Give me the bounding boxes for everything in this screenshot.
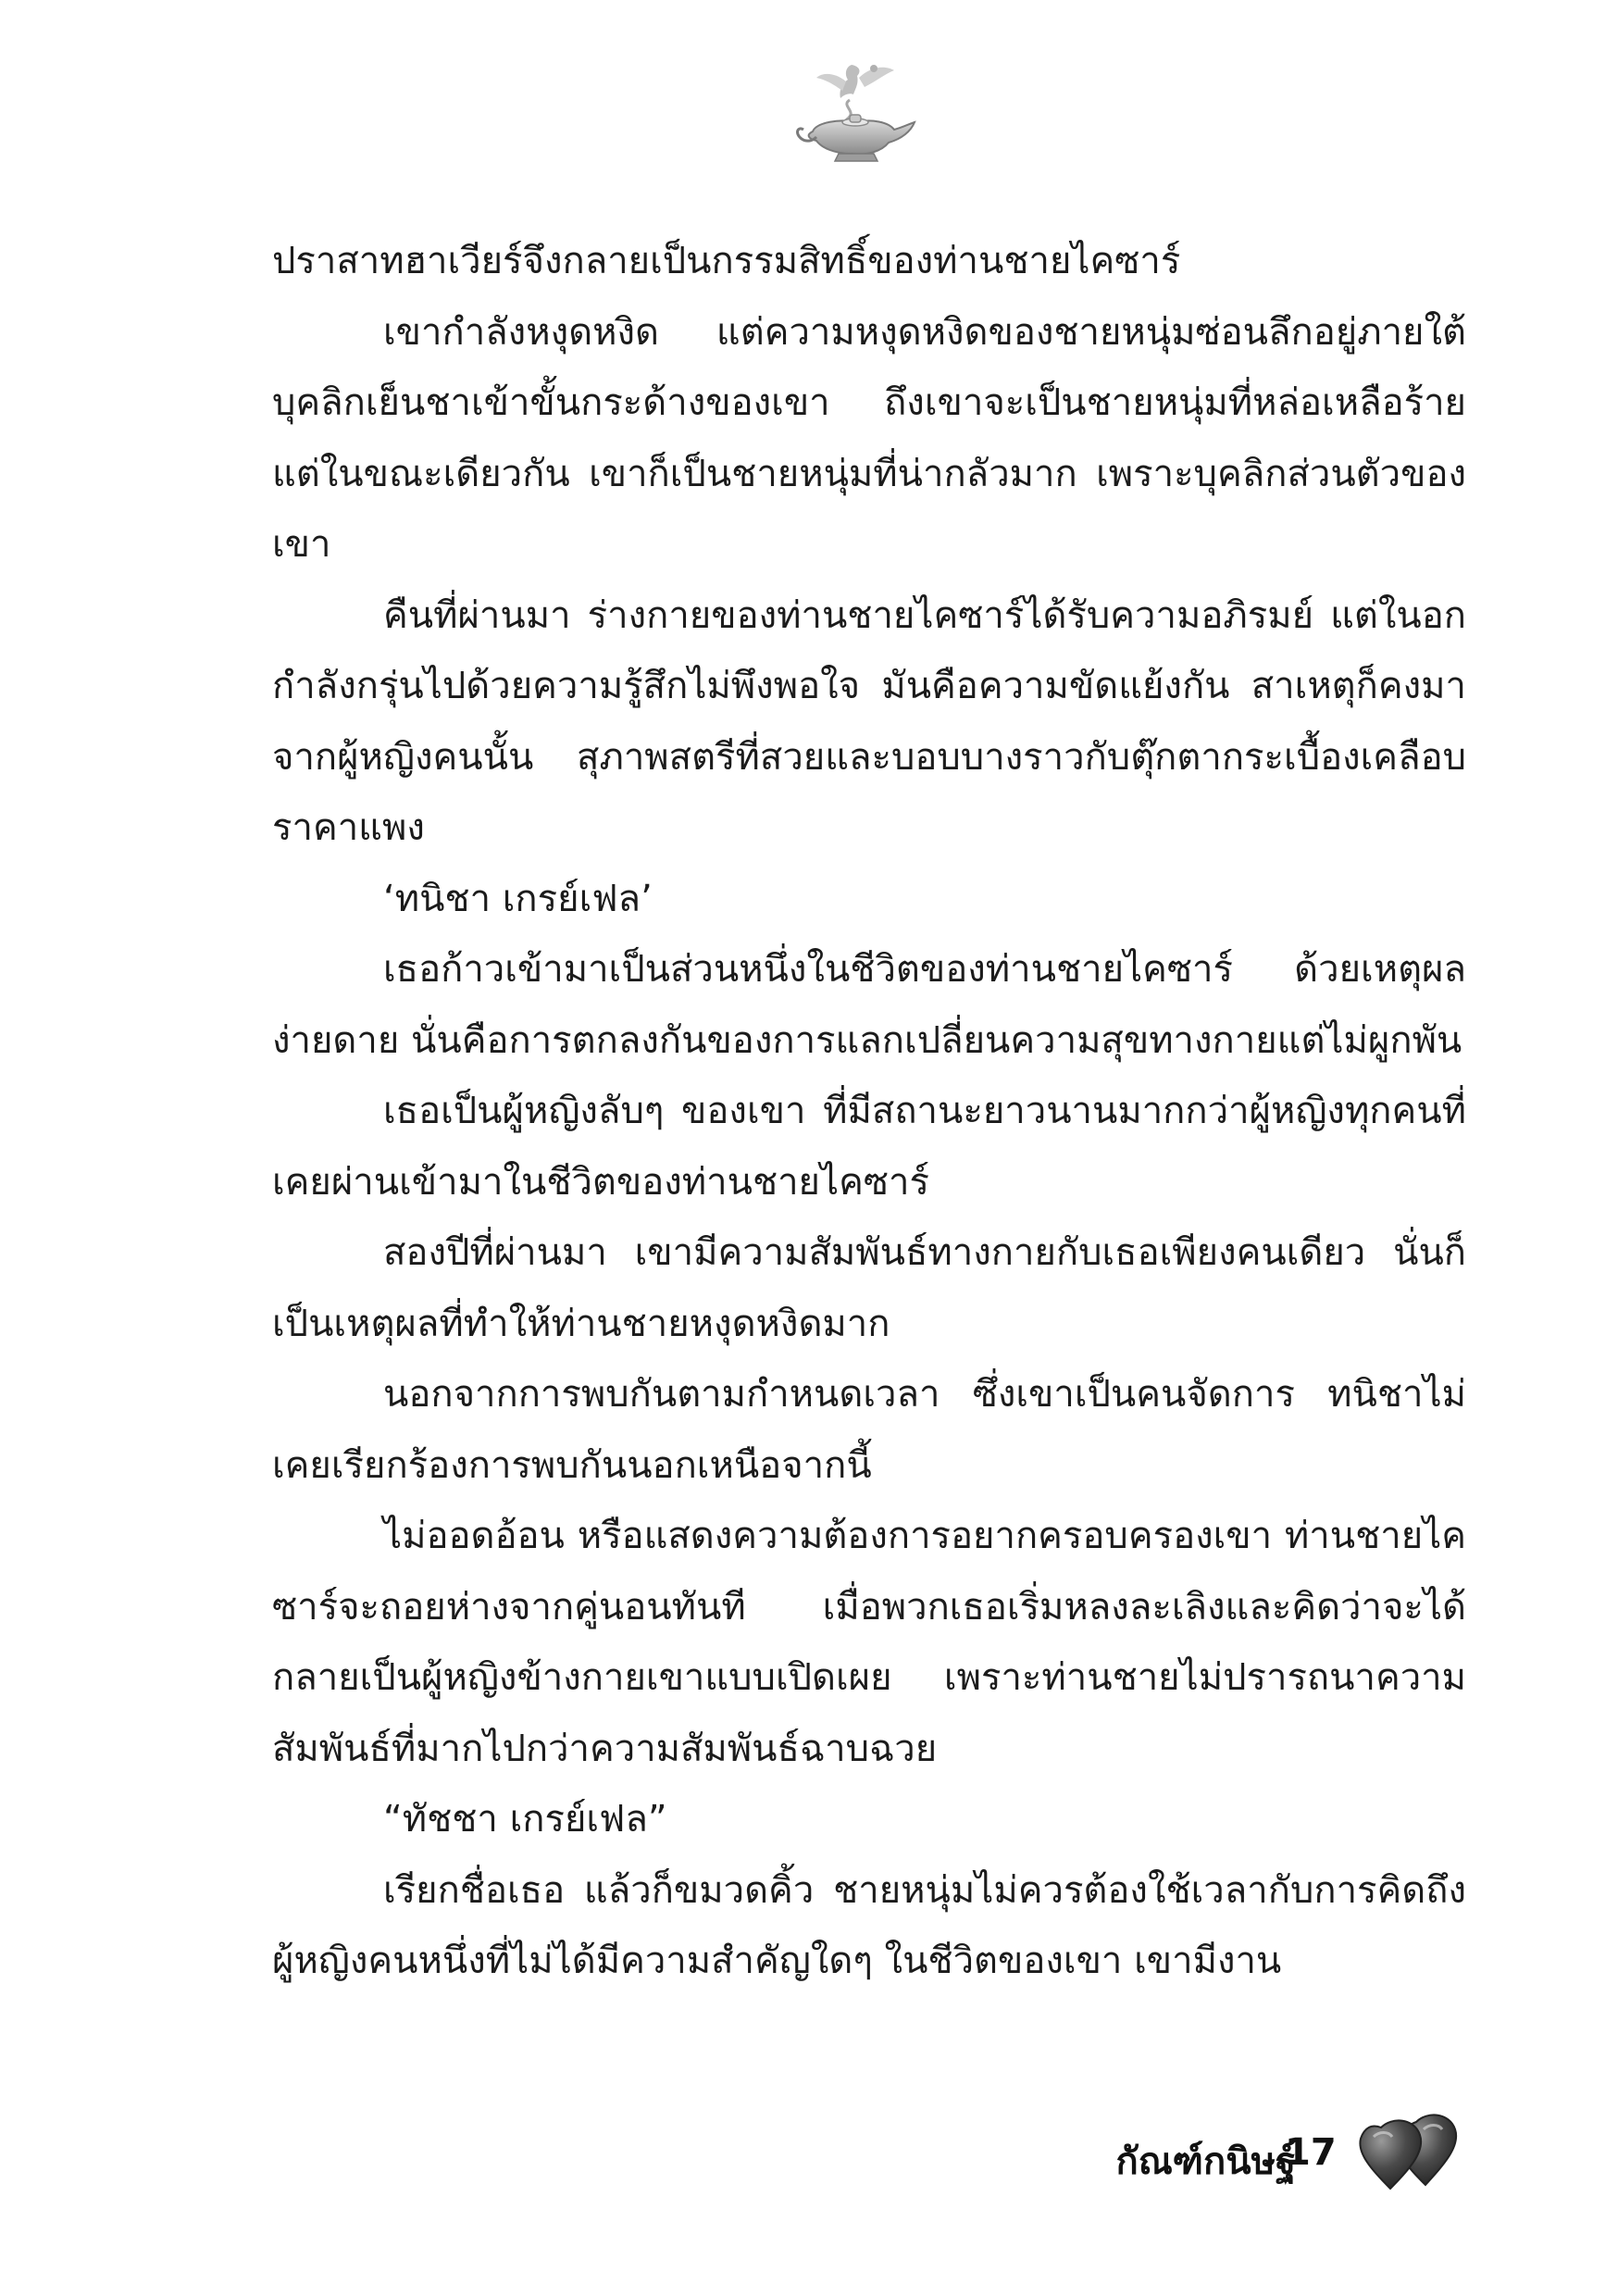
author-name: กัณฑ์กนิษฐ์ [1115,2140,1296,2183]
paragraph: ‘ทนิชา เกรย์เฟล’ [383,877,653,920]
paragraph: “ทัชชา เกรย์เฟล” [383,1798,667,1841]
paragraph: เธอก้าวเข้ามาเป็นส่วนหนึ่งในชีวิตของท่านชายไคซาร์ ด้วยเหตุผลง่ายดาย นั่นคือการตกลงกันของการแลกเปลี่ยนความสุขทางกายแต่ไม่ผูกพัน [272,948,1466,1062]
paragraph: ปราสาทฮาเวียร์จึงกลายเป็นกรรมสิทธิ์ของท่านชายไคซาร์ [272,240,1181,282]
paragraph: คืนที่ผ่านมา ร่างกายของท่านชายไคซาร์ได้รับความอภิรมย์ แต่ในอกกำลังกรุ่นไปด้วยความรู้สึกไม่พึงพอใจ มันคือความขัดแย้งกัน สาเหตุก็คงมาจากผู้หญิงคนนั้น สุภาพสตรีที่สวยและบอบบางราวกับตุ๊กตากระเบื้องเคลือบราคาแพง [272,593,1466,849]
double-heart-icon [1353,2109,1474,2192]
page-number: 17 [1285,2131,1337,2174]
paragraph: เขากำลังหงุดหงิด แต่ความหงุดหงิดของชายหนุ่มซ่อนลึกอยู่ภายใต้บุคลิกเย็นชาเข้าขั้นกระด้างของเขา ถึงเขาจะเป็นชายหนุ่มที่หล่อเหลือร้าย แต่ในขณะเดียวกัน เขาก็เป็นชายหนุ่มที่น่ากลัวมาก เพราะบุคลิกส่วนตัวของเขา [272,310,1466,566]
paragraph: นอกจากการพบกันตามกำหนดเวลา ซึ่งเขาเป็นคนจัดการ ทนิชาไม่เคยเรียกร้องการพบกันนอกเหนือจากนี้ [272,1373,1466,1487]
lamp-with-fairy-icon [785,57,924,168]
paragraph: เรียกชื่อเธอ แล้วก็ขมวดคิ้ว ชายหนุ่มไม่ควรต้องใช้เวลากับการคิดถึงผู้หญิงคนหนึ่งที่ไม่ได้มีความสำคัญใดๆ ในชีวิตของเขา เขามีงาน [272,1868,1466,1982]
page-body [272,226,1466,1997]
paragraph: ไม่ออดอ้อน หรือแสดงความต้องการอยากครอบครองเขา ท่านชายไคซาร์จะถอยห่างจากคู่นอนทันที เมื่อพวกเธอเริ่มหลงละเลิงและคิดว่าจะได้กลายเป็นผู้หญิงข้างกายเขาแบบเปิดเผย เพราะท่านชายไม่ปรารถนาความสัมพันธ์ที่มากไปกว่าความสัมพันธ์ฉาบฉวย [272,1515,1466,1770]
page-footer [972,2102,1481,2203]
paragraph: สองปีที่ผ่านมา เขามีความสัมพันธ์ทางกายกับเธอเพียงคนเดียว นั่นก็เป็นเหตุผลที่ทำให้ท่านชายหงุดหงิดมาก [272,1231,1466,1345]
paragraph: เธอเป็นผู้หญิงลับๆ ของเขา ที่มีสถานะยาวนานมากกว่าผู้หญิงทุกคนที่เคยผ่านเข้ามาในชีวิตของท่านชายไคซาร์ [272,1090,1466,1204]
